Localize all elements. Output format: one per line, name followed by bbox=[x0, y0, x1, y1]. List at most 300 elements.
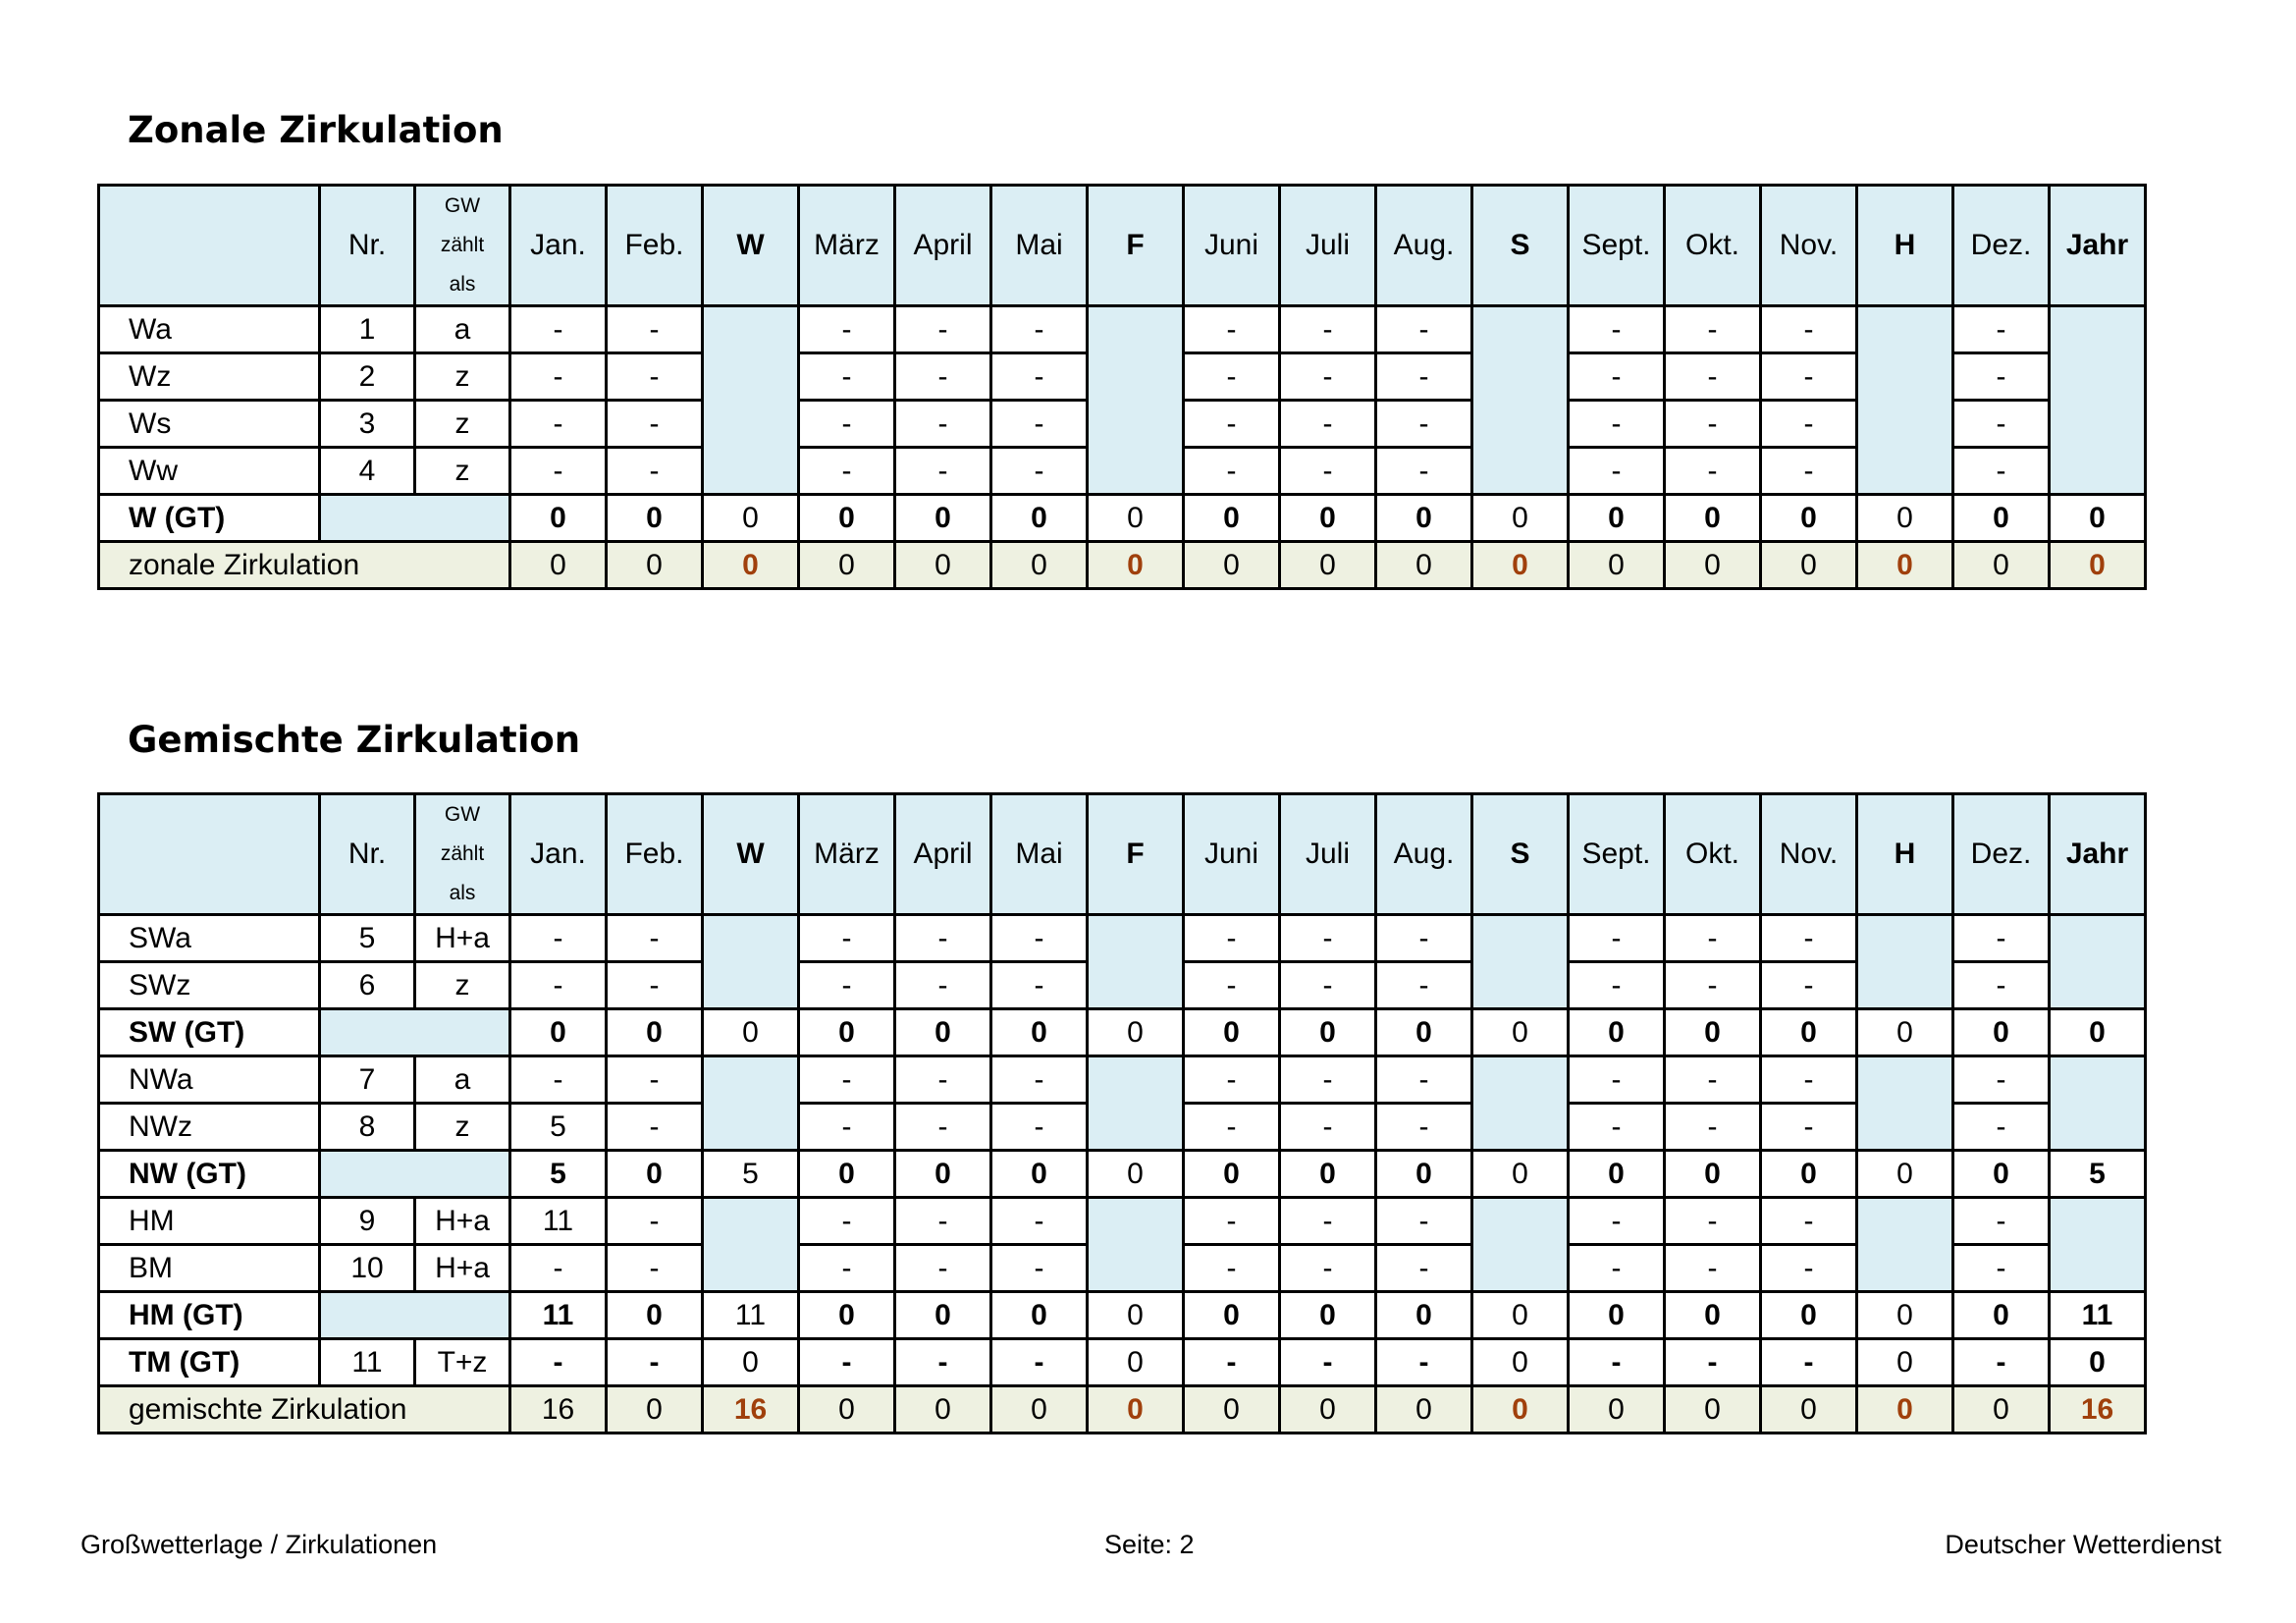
header-column: Okt. bbox=[1665, 186, 1761, 306]
month-value: - bbox=[1280, 448, 1376, 495]
month-value: - bbox=[1953, 1056, 2050, 1104]
month-value: - bbox=[895, 1056, 991, 1104]
zonal-circulation-table bbox=[97, 184, 2276, 590]
season-value: 0 bbox=[703, 1339, 799, 1386]
row-gw-counts-as: z bbox=[415, 1104, 510, 1151]
header-column: Feb. bbox=[607, 794, 703, 915]
season-blank-cell bbox=[2050, 1198, 2146, 1292]
month-value: 0 bbox=[1184, 1292, 1280, 1339]
season-value: 0 bbox=[1088, 1151, 1184, 1198]
month-value: - bbox=[510, 448, 607, 495]
group-total-row bbox=[99, 1009, 2275, 1056]
row-gw-counts-as: a bbox=[415, 306, 510, 353]
month-value: - bbox=[1184, 401, 1280, 448]
month-value: - bbox=[1665, 1198, 1761, 1245]
header-column: W bbox=[703, 794, 799, 915]
month-value: - bbox=[991, 1198, 1088, 1245]
season-blank-cell bbox=[1472, 1198, 1569, 1292]
month-value: - bbox=[1280, 401, 1376, 448]
header-gw-line: zählt bbox=[440, 842, 485, 865]
header-column: Sept. bbox=[1569, 794, 1665, 915]
row-weather-type: gemischte Zirkulation bbox=[99, 1386, 510, 1434]
row-gw-counts-as: H+a bbox=[415, 1245, 510, 1292]
mixed-circulation-title: Gemischte Zirkulation bbox=[128, 719, 581, 761]
month-value: - bbox=[607, 353, 703, 401]
month-value: - bbox=[607, 448, 703, 495]
season-blank-cell bbox=[2050, 306, 2146, 495]
header-column: Jan. bbox=[510, 186, 607, 306]
month-value: 0 bbox=[510, 495, 607, 542]
month-value: - bbox=[895, 306, 991, 353]
month-value: - bbox=[1665, 353, 1761, 401]
header-nr: Nr. bbox=[320, 186, 415, 306]
header-column: Jahr bbox=[2050, 186, 2146, 306]
month-value: - bbox=[510, 306, 607, 353]
header-gw-line: als bbox=[449, 273, 476, 296]
row-number: 10 bbox=[320, 1245, 415, 1292]
month-value: 0 bbox=[1665, 1292, 1761, 1339]
header-gw-line: zählt bbox=[440, 234, 485, 256]
header-column: Aug. bbox=[1376, 186, 1472, 306]
month-value: 11 bbox=[510, 1198, 607, 1245]
month-value: 0 bbox=[799, 542, 895, 589]
season-value: 0 bbox=[1472, 1151, 1569, 1198]
month-value: - bbox=[1184, 962, 1280, 1009]
row-gw-counts-as: z bbox=[415, 962, 510, 1009]
season-total-value: 16 bbox=[2050, 1386, 2146, 1434]
header-blank-cell bbox=[99, 794, 320, 915]
season-total-value: 0 bbox=[1088, 1386, 1184, 1434]
month-value: - bbox=[991, 448, 1088, 495]
header-nr: Nr. bbox=[320, 794, 415, 915]
season-blank-cell bbox=[1857, 1056, 1953, 1151]
month-value: 0 bbox=[1280, 1009, 1376, 1056]
month-value: 0 bbox=[510, 542, 607, 589]
month-value: - bbox=[607, 1198, 703, 1245]
month-value: 0 bbox=[799, 1386, 895, 1434]
month-value: - bbox=[895, 353, 991, 401]
month-value: - bbox=[991, 1245, 1088, 1292]
month-value: - bbox=[607, 962, 703, 1009]
season-blank-cell bbox=[1472, 306, 1569, 495]
month-value: 0 bbox=[1569, 1151, 1665, 1198]
month-value: - bbox=[1761, 1198, 1857, 1245]
zonal-circulation-title: Zonale Zirkulation bbox=[128, 109, 504, 151]
season-total-value: 0 bbox=[1088, 542, 1184, 589]
month-value: 0 bbox=[1376, 1009, 1472, 1056]
month-value: - bbox=[1569, 1198, 1665, 1245]
month-value: 0 bbox=[1280, 1151, 1376, 1198]
season-value: 0 bbox=[1472, 1292, 1569, 1339]
row-gw-counts-as: H+a bbox=[415, 1198, 510, 1245]
header-gw-counts-as bbox=[415, 186, 510, 306]
group-total-row bbox=[99, 1339, 2275, 1386]
month-value: - bbox=[1280, 915, 1376, 962]
month-value: 0 bbox=[1184, 495, 1280, 542]
month-value: 0 bbox=[1569, 1009, 1665, 1056]
month-value: - bbox=[991, 401, 1088, 448]
month-value: 16 bbox=[510, 1386, 607, 1434]
month-value: 0 bbox=[607, 1386, 703, 1434]
month-value: - bbox=[607, 1339, 703, 1386]
month-value: - bbox=[1953, 401, 2050, 448]
header-gw-line: als bbox=[449, 882, 476, 904]
month-value: - bbox=[895, 448, 991, 495]
month-value: 0 bbox=[2050, 495, 2146, 542]
header-column: S bbox=[1472, 186, 1569, 306]
month-value: - bbox=[607, 1056, 703, 1104]
month-value: 0 bbox=[1280, 542, 1376, 589]
header-column: Nov. bbox=[1761, 794, 1857, 915]
month-value: 0 bbox=[1953, 495, 2050, 542]
month-value: 5 bbox=[510, 1104, 607, 1151]
season-blank-cell bbox=[2050, 915, 2146, 1009]
row-weather-type: SWz bbox=[99, 962, 320, 1009]
month-value: - bbox=[1376, 1104, 1472, 1151]
header-column: Jan. bbox=[510, 794, 607, 915]
month-value: - bbox=[1184, 1245, 1280, 1292]
month-value: 0 bbox=[1376, 495, 1472, 542]
month-value: 0 bbox=[1280, 1386, 1376, 1434]
month-value: - bbox=[607, 401, 703, 448]
month-value: 0 bbox=[991, 495, 1088, 542]
month-value: - bbox=[799, 1056, 895, 1104]
group-total-blank bbox=[320, 1009, 510, 1056]
month-value: 0 bbox=[1953, 1009, 2050, 1056]
row-number: 9 bbox=[320, 1198, 415, 1245]
month-value: 0 bbox=[1376, 1386, 1472, 1434]
header-column: F bbox=[1088, 794, 1184, 915]
month-value: - bbox=[1953, 1339, 2050, 1386]
month-value: - bbox=[607, 1104, 703, 1151]
mixed-circulation-table bbox=[97, 792, 2276, 1434]
month-value: - bbox=[510, 1245, 607, 1292]
month-value: 0 bbox=[1569, 495, 1665, 542]
row-number: 5 bbox=[320, 915, 415, 962]
header-column: Feb. bbox=[607, 186, 703, 306]
season-total-value: 0 bbox=[1857, 1386, 1953, 1434]
row-gw-counts-as: z bbox=[415, 401, 510, 448]
month-value: 0 bbox=[1761, 1292, 1857, 1339]
circulation-total-row bbox=[99, 1386, 2275, 1434]
month-value: - bbox=[1569, 915, 1665, 962]
footer-document-name: Großwetterlage / Zirkulationen bbox=[80, 1530, 438, 1559]
header-column: S bbox=[1472, 794, 1569, 915]
month-value: 0 bbox=[895, 542, 991, 589]
month-value: - bbox=[1184, 915, 1280, 962]
month-value: - bbox=[1376, 448, 1472, 495]
month-value: 11 bbox=[510, 1292, 607, 1339]
row-weather-type: BM bbox=[99, 1245, 320, 1292]
header-column: Aug. bbox=[1376, 794, 1472, 915]
season-value: 0 bbox=[1088, 1292, 1184, 1339]
month-value: - bbox=[1569, 353, 1665, 401]
month-value: - bbox=[1953, 1104, 2050, 1151]
month-value: - bbox=[1184, 353, 1280, 401]
month-value: - bbox=[895, 915, 991, 962]
row-weather-type: NWz bbox=[99, 1104, 320, 1151]
season-value: 0 bbox=[1088, 495, 1184, 542]
month-value: 0 bbox=[895, 1009, 991, 1056]
row-weather-type: Ws bbox=[99, 401, 320, 448]
row-number: 3 bbox=[320, 401, 415, 448]
month-value: 0 bbox=[799, 1009, 895, 1056]
row-number: 2 bbox=[320, 353, 415, 401]
row-number: 4 bbox=[320, 448, 415, 495]
month-value: - bbox=[510, 1339, 607, 1386]
month-value: 0 bbox=[1953, 1151, 2050, 1198]
season-blank-cell bbox=[1088, 915, 1184, 1009]
month-value: 0 bbox=[510, 1009, 607, 1056]
month-value: 0 bbox=[1665, 1386, 1761, 1434]
month-value: 0 bbox=[799, 495, 895, 542]
month-value: 0 bbox=[1953, 542, 2050, 589]
month-value: 5 bbox=[2050, 1151, 2146, 1198]
header-row bbox=[99, 794, 2275, 915]
row-gw-counts-as: T+z bbox=[415, 1339, 510, 1386]
month-value: 0 bbox=[1376, 1151, 1472, 1198]
month-value: 5 bbox=[510, 1151, 607, 1198]
header-column: April bbox=[895, 186, 991, 306]
month-value: - bbox=[1376, 401, 1472, 448]
month-value: 0 bbox=[895, 1151, 991, 1198]
month-value: - bbox=[991, 1104, 1088, 1151]
month-value: 0 bbox=[1761, 542, 1857, 589]
month-value: 0 bbox=[1569, 1386, 1665, 1434]
table-row bbox=[99, 1198, 2275, 1245]
month-value: 0 bbox=[799, 1151, 895, 1198]
header-column: Mai bbox=[991, 794, 1088, 915]
month-value: 0 bbox=[1761, 495, 1857, 542]
row-gw-counts-as: H+a bbox=[415, 915, 510, 962]
month-value: 0 bbox=[991, 542, 1088, 589]
month-value: - bbox=[895, 1245, 991, 1292]
month-value: - bbox=[991, 1056, 1088, 1104]
row-gw-counts-as: z bbox=[415, 448, 510, 495]
month-value: 0 bbox=[607, 495, 703, 542]
month-value: 0 bbox=[1665, 1151, 1761, 1198]
month-value: 0 bbox=[991, 1151, 1088, 1198]
row-weather-type: NWa bbox=[99, 1056, 320, 1104]
month-value: - bbox=[1953, 915, 2050, 962]
month-value: - bbox=[1569, 1056, 1665, 1104]
month-value: - bbox=[1569, 401, 1665, 448]
row-gw-counts-as: z bbox=[415, 353, 510, 401]
month-value: - bbox=[1280, 962, 1376, 1009]
month-value: 0 bbox=[1665, 542, 1761, 589]
row-weather-type: SW (GT) bbox=[99, 1009, 320, 1056]
season-blank-cell bbox=[1857, 915, 1953, 1009]
header-column: W bbox=[703, 186, 799, 306]
month-value: - bbox=[1184, 1104, 1280, 1151]
month-value: - bbox=[1280, 353, 1376, 401]
season-value: 5 bbox=[703, 1151, 799, 1198]
month-value: 0 bbox=[1184, 1386, 1280, 1434]
month-value: - bbox=[799, 962, 895, 1009]
season-value: 0 bbox=[703, 495, 799, 542]
month-value: - bbox=[1761, 401, 1857, 448]
month-value: - bbox=[607, 915, 703, 962]
month-value: 0 bbox=[607, 1009, 703, 1056]
header-gw-counts-as bbox=[415, 794, 510, 915]
month-value: - bbox=[1953, 1245, 2050, 1292]
month-value: 0 bbox=[895, 495, 991, 542]
month-value: - bbox=[1665, 306, 1761, 353]
group-total-blank bbox=[320, 495, 510, 542]
row-weather-type: NW (GT) bbox=[99, 1151, 320, 1198]
row-weather-type: Wa bbox=[99, 306, 320, 353]
month-value: 0 bbox=[2050, 1009, 2146, 1056]
month-value: - bbox=[799, 448, 895, 495]
row-number: 7 bbox=[320, 1056, 415, 1104]
season-blank-cell bbox=[1472, 1056, 1569, 1151]
header-column: Jahr bbox=[2050, 794, 2146, 915]
month-value: - bbox=[991, 353, 1088, 401]
month-value: - bbox=[1184, 306, 1280, 353]
month-value: - bbox=[1665, 401, 1761, 448]
month-value: 0 bbox=[1761, 1009, 1857, 1056]
month-value: - bbox=[1569, 1339, 1665, 1386]
month-value: - bbox=[1280, 1339, 1376, 1386]
month-value: 0 bbox=[1953, 1386, 2050, 1434]
season-value: 0 bbox=[1857, 1151, 1953, 1198]
header-column: Mai bbox=[991, 186, 1088, 306]
month-value: - bbox=[1761, 915, 1857, 962]
month-value: 0 bbox=[895, 1386, 991, 1434]
month-value: 0 bbox=[1184, 1009, 1280, 1056]
month-value: - bbox=[510, 1056, 607, 1104]
season-value: 0 bbox=[1857, 1292, 1953, 1339]
row-gw-counts-as: a bbox=[415, 1056, 510, 1104]
header-column: Juli bbox=[1280, 186, 1376, 306]
month-value: 0 bbox=[1761, 1386, 1857, 1434]
header-column: Juni bbox=[1184, 794, 1280, 915]
month-value: - bbox=[1184, 1198, 1280, 1245]
header-column: Dez. bbox=[1953, 794, 2050, 915]
season-blank-cell bbox=[1857, 306, 1953, 495]
month-value: - bbox=[1761, 1104, 1857, 1151]
month-value: - bbox=[1761, 1339, 1857, 1386]
header-column: Juni bbox=[1184, 186, 1280, 306]
month-value: - bbox=[895, 1198, 991, 1245]
month-value: - bbox=[1665, 1245, 1761, 1292]
month-value: - bbox=[1665, 1339, 1761, 1386]
month-value: - bbox=[895, 1104, 991, 1151]
table-row bbox=[99, 915, 2275, 962]
circulation-total-row bbox=[99, 542, 2275, 589]
season-total-value: 0 bbox=[1472, 542, 1569, 589]
month-value: - bbox=[799, 401, 895, 448]
month-value: - bbox=[1376, 1056, 1472, 1104]
group-total-row bbox=[99, 1292, 2275, 1339]
season-total-value: 0 bbox=[2050, 542, 2146, 589]
season-value: 0 bbox=[1472, 1339, 1569, 1386]
month-value: - bbox=[1280, 306, 1376, 353]
month-value: - bbox=[1665, 915, 1761, 962]
group-total-blank bbox=[320, 1151, 510, 1198]
month-value: - bbox=[1953, 962, 2050, 1009]
header-column: März bbox=[799, 794, 895, 915]
season-total-value: 0 bbox=[703, 542, 799, 589]
season-blank-cell bbox=[1088, 306, 1184, 495]
month-value: - bbox=[510, 962, 607, 1009]
header-column: F bbox=[1088, 186, 1184, 306]
season-value: 0 bbox=[1857, 495, 1953, 542]
month-value: 0 bbox=[1376, 1292, 1472, 1339]
header-column: Sept. bbox=[1569, 186, 1665, 306]
month-value: 0 bbox=[991, 1292, 1088, 1339]
month-value: - bbox=[1280, 1198, 1376, 1245]
month-value: - bbox=[895, 401, 991, 448]
month-value: - bbox=[991, 915, 1088, 962]
month-value: - bbox=[1569, 448, 1665, 495]
month-value: - bbox=[1569, 1245, 1665, 1292]
month-value: 0 bbox=[1665, 1009, 1761, 1056]
month-value: - bbox=[799, 306, 895, 353]
season-blank-cell bbox=[1088, 1056, 1184, 1151]
header-column: April bbox=[895, 794, 991, 915]
month-value: - bbox=[1376, 353, 1472, 401]
month-value: - bbox=[1953, 306, 2050, 353]
header-row bbox=[99, 186, 2275, 306]
header-column: Okt. bbox=[1665, 794, 1761, 915]
month-value: - bbox=[1665, 962, 1761, 1009]
month-value: - bbox=[1665, 448, 1761, 495]
header-gw-line: GW bbox=[444, 803, 481, 826]
season-value: 0 bbox=[1472, 1009, 1569, 1056]
month-value: 0 bbox=[1280, 1292, 1376, 1339]
header-column: H bbox=[1857, 794, 1953, 915]
month-value: - bbox=[991, 1339, 1088, 1386]
month-value: 0 bbox=[1665, 495, 1761, 542]
table-row bbox=[99, 306, 2275, 353]
header-blank-cell bbox=[99, 186, 320, 306]
month-value: 0 bbox=[1569, 542, 1665, 589]
month-value: - bbox=[1569, 1104, 1665, 1151]
group-total-row bbox=[99, 495, 2275, 542]
month-value: - bbox=[1184, 448, 1280, 495]
month-value: - bbox=[1376, 1245, 1472, 1292]
month-value: - bbox=[799, 1245, 895, 1292]
row-weather-type: Ww bbox=[99, 448, 320, 495]
month-value: 0 bbox=[1184, 1151, 1280, 1198]
row-weather-type: HM bbox=[99, 1198, 320, 1245]
month-value: - bbox=[1569, 962, 1665, 1009]
month-value: - bbox=[1665, 1056, 1761, 1104]
month-value: - bbox=[1761, 353, 1857, 401]
month-value: 0 bbox=[991, 1009, 1088, 1056]
table-row bbox=[99, 1056, 2275, 1104]
group-total-row bbox=[99, 1151, 2275, 1198]
month-value: - bbox=[991, 962, 1088, 1009]
month-value: - bbox=[1376, 306, 1472, 353]
month-value: 0 bbox=[799, 1292, 895, 1339]
row-weather-type: zonale Zirkulation bbox=[99, 542, 510, 589]
month-value: 0 bbox=[895, 1292, 991, 1339]
season-blank-cell bbox=[703, 915, 799, 1009]
month-value: - bbox=[607, 1245, 703, 1292]
season-value: 0 bbox=[1088, 1009, 1184, 1056]
season-blank-cell bbox=[1857, 1198, 1953, 1292]
month-value: 0 bbox=[1569, 1292, 1665, 1339]
month-value: 11 bbox=[2050, 1292, 2146, 1339]
month-value: - bbox=[1376, 1198, 1472, 1245]
season-blank-cell bbox=[703, 1056, 799, 1151]
season-total-value: 16 bbox=[703, 1386, 799, 1434]
season-value: 0 bbox=[703, 1009, 799, 1056]
month-value: - bbox=[1280, 1104, 1376, 1151]
header-column: März bbox=[799, 186, 895, 306]
